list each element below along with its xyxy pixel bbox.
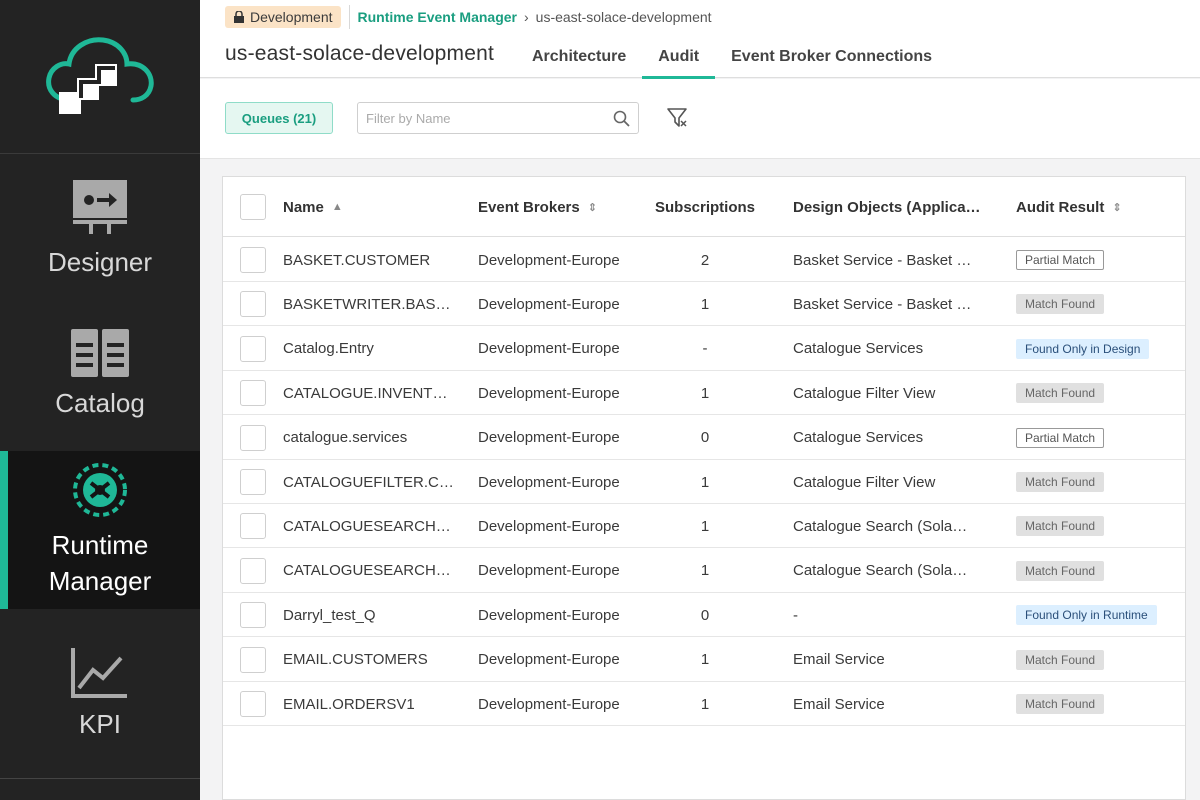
sidebar-item-label: KPI	[79, 709, 121, 739]
cell-result	[1016, 593, 1181, 637]
runtime-manager-icon	[71, 461, 129, 519]
cell-name: catalogue.services	[283, 429, 408, 447]
audit-result-badge: Match Found	[1016, 694, 1104, 714]
sidebar-divider	[0, 778, 200, 779]
table-row[interactable]	[223, 371, 1185, 415]
queues-table	[222, 176, 1186, 800]
tab-event-broker-connections[interactable]: Event Broker Connections	[731, 48, 933, 65]
breadcrumb-divider	[349, 5, 350, 29]
cell-design: Basket Service - Basket …	[793, 251, 972, 269]
cell-result	[1016, 682, 1181, 726]
column-header-subscriptions[interactable]	[655, 177, 755, 237]
audit-result-badge: Match Found	[1016, 472, 1104, 492]
breadcrumb-current: us-east-solace-development	[535, 9, 712, 25]
sidebar-item-kpi[interactable]	[0, 630, 200, 760]
row-checkbox[interactable]	[240, 647, 266, 673]
column-header-design-objects[interactable]	[793, 177, 981, 237]
cell-design: Catalogue Filter View	[793, 473, 936, 491]
filter-by-name-input[interactable]	[366, 103, 606, 133]
cell-name: CATALOGUE.INVENT…	[283, 384, 448, 402]
cell-broker: Development-Europe	[478, 651, 620, 669]
column-header-name[interactable]	[283, 177, 343, 237]
row-checkbox[interactable]	[240, 469, 266, 495]
filter-funnel-icon[interactable]	[666, 107, 688, 129]
table-row[interactable]	[223, 638, 1185, 682]
table-row[interactable]	[223, 416, 1185, 460]
environment-badge-label: Development	[250, 9, 333, 25]
cell-broker: Development-Europe	[478, 606, 620, 624]
cell-subs: 0	[700, 429, 710, 447]
tab-audit[interactable]: Audit	[642, 36, 715, 78]
cell-broker: Development-Europe	[478, 384, 620, 402]
audit-result-badge: Partial Match	[1016, 428, 1104, 448]
cell-subs: 1	[700, 517, 710, 535]
audit-result-badge: Match Found	[1016, 516, 1104, 536]
cell-design: Email Service	[793, 695, 885, 713]
cell-result	[1016, 460, 1181, 504]
cell-subs: 1	[700, 384, 710, 402]
cell-result	[1016, 282, 1181, 326]
sidebar-item-label-line2: Manager	[48, 566, 152, 596]
sidebar-item-label: Catalog	[55, 388, 145, 418]
breadcrumb-link-runtime-event-manager[interactable]: Runtime Event Manager	[357, 9, 517, 25]
sidebar-item-label-line1: Runtime	[51, 530, 149, 560]
audit-result-badge: Partial Match	[1016, 250, 1104, 270]
cell-subs: -	[702, 340, 708, 358]
designer-icon	[71, 180, 129, 236]
header	[200, 0, 1200, 78]
cell-design: Catalogue Filter View	[793, 384, 936, 402]
cell-broker: Development-Europe	[478, 295, 620, 313]
row-checkbox[interactable]	[240, 513, 266, 539]
sidebar	[0, 0, 200, 800]
cell-result	[1016, 238, 1181, 282]
cell-broker: Development-Europe	[478, 695, 620, 713]
page-title: us-east-solace-development	[225, 42, 495, 65]
cell-name: BASKET.CUSTOMER	[283, 251, 431, 269]
cell-design: Email Service	[793, 651, 885, 669]
environment-badge	[225, 6, 341, 28]
cell-subs: 1	[700, 651, 710, 669]
cell-design: Basket Service - Basket …	[793, 295, 972, 313]
cell-name: BASKETWRITER.BAS…	[283, 295, 451, 313]
sidebar-item-label: Designer	[47, 247, 153, 277]
cell-name: Darryl_test_Q	[283, 606, 376, 624]
cell-broker: Development-Europe	[478, 562, 620, 580]
breadcrumb	[225, 6, 712, 28]
logo	[0, 0, 200, 154]
tab-bar	[516, 36, 948, 78]
cell-result	[1016, 549, 1181, 593]
queues-filter-chip[interactable]: Queues (21)	[225, 102, 333, 134]
lock-icon	[233, 11, 245, 23]
toolbar	[200, 79, 1200, 159]
cell-name: EMAIL.ORDERSV1	[283, 695, 415, 713]
cell-result	[1016, 504, 1181, 548]
row-checkbox[interactable]	[240, 380, 266, 406]
table-row[interactable]	[223, 327, 1185, 371]
table-row[interactable]	[223, 682, 1185, 726]
select-all-checkbox[interactable]	[240, 194, 266, 220]
table-row[interactable]	[223, 460, 1185, 504]
cell-subs: 1	[700, 473, 710, 491]
cell-subs: 1	[700, 695, 710, 713]
sidebar-item-runtime-manager[interactable]	[0, 451, 200, 609]
column-header-label: Subscriptions	[655, 198, 756, 216]
table-header	[223, 177, 1185, 237]
table-row[interactable]	[223, 549, 1185, 593]
table-row[interactable]	[223, 504, 1185, 548]
tab-architecture[interactable]: Architecture	[532, 48, 627, 65]
row-checkbox[interactable]	[240, 602, 266, 628]
column-header-label: Event Brokers	[478, 198, 580, 216]
cloud-logo-icon	[43, 34, 157, 120]
sidebar-item-catalog[interactable]	[0, 310, 200, 440]
catalog-icon	[71, 329, 129, 377]
cell-name: EMAIL.CUSTOMERS	[283, 651, 428, 669]
cell-name: CATALOGUEFILTER.C…	[283, 473, 454, 491]
cell-name: Catalog.Entry	[283, 340, 374, 358]
sort-icon: ⇕	[1112, 201, 1122, 214]
audit-result-badge: Found Only in Runtime	[1016, 605, 1157, 625]
row-checkbox[interactable]	[240, 691, 266, 717]
audit-result-badge: Match Found	[1016, 561, 1104, 581]
cell-design: Catalogue Search (Sola…	[793, 562, 968, 580]
audit-result-badge: Match Found	[1016, 650, 1104, 670]
column-header-label: Design Objects (Applica…	[793, 198, 981, 216]
cell-subs: 2	[700, 251, 710, 269]
sidebar-item-designer[interactable]	[0, 160, 200, 300]
cell-broker: Development-Europe	[478, 340, 620, 358]
row-checkbox[interactable]	[240, 425, 266, 451]
filter-by-name-field	[357, 102, 639, 134]
column-header-event-brokers[interactable]	[478, 177, 597, 237]
row-checkbox[interactable]	[240, 558, 266, 584]
cell-broker: Development-Europe	[478, 473, 620, 491]
table-row[interactable]	[223, 593, 1185, 637]
cell-broker: Development-Europe	[478, 251, 620, 269]
cell-name: CATALOGUESEARCH…	[283, 517, 451, 535]
sort-icon: ⇕	[587, 201, 597, 214]
column-header-audit-result[interactable]	[1016, 177, 1122, 237]
table-row[interactable]	[223, 238, 1185, 282]
cell-result	[1016, 416, 1181, 460]
cell-result	[1016, 371, 1181, 415]
cell-result	[1016, 327, 1181, 371]
search-icon[interactable]	[613, 110, 630, 127]
row-checkbox[interactable]	[240, 291, 266, 317]
column-header-label: Name	[283, 198, 324, 216]
cell-design: Catalogue Services	[793, 429, 924, 447]
column-header-label: Audit Result	[1016, 198, 1105, 216]
row-checkbox[interactable]	[240, 336, 266, 362]
cell-design: Catalogue Services	[793, 340, 924, 358]
main-content	[200, 0, 1200, 800]
audit-result-badge: Match Found	[1016, 294, 1104, 314]
sort-ascending-icon: ▲	[331, 201, 343, 213]
row-checkbox[interactable]	[240, 247, 266, 273]
cell-subs: 1	[700, 562, 710, 580]
cell-broker: Development-Europe	[478, 429, 620, 447]
cell-name: CATALOGUESEARCH…	[283, 562, 451, 580]
cell-design: Catalogue Search (Sola…	[793, 517, 968, 535]
cell-subs: 0	[700, 606, 710, 624]
table-row[interactable]	[223, 282, 1185, 326]
cell-design: -	[793, 606, 798, 624]
audit-result-badge: Match Found	[1016, 383, 1104, 403]
chevron-right-icon: ›	[523, 9, 529, 25]
cell-broker: Development-Europe	[478, 517, 620, 535]
audit-result-badge: Found Only in Design	[1016, 339, 1149, 359]
cell-subs: 1	[700, 295, 710, 313]
cell-result	[1016, 638, 1181, 682]
kpi-chart-icon	[71, 648, 129, 698]
